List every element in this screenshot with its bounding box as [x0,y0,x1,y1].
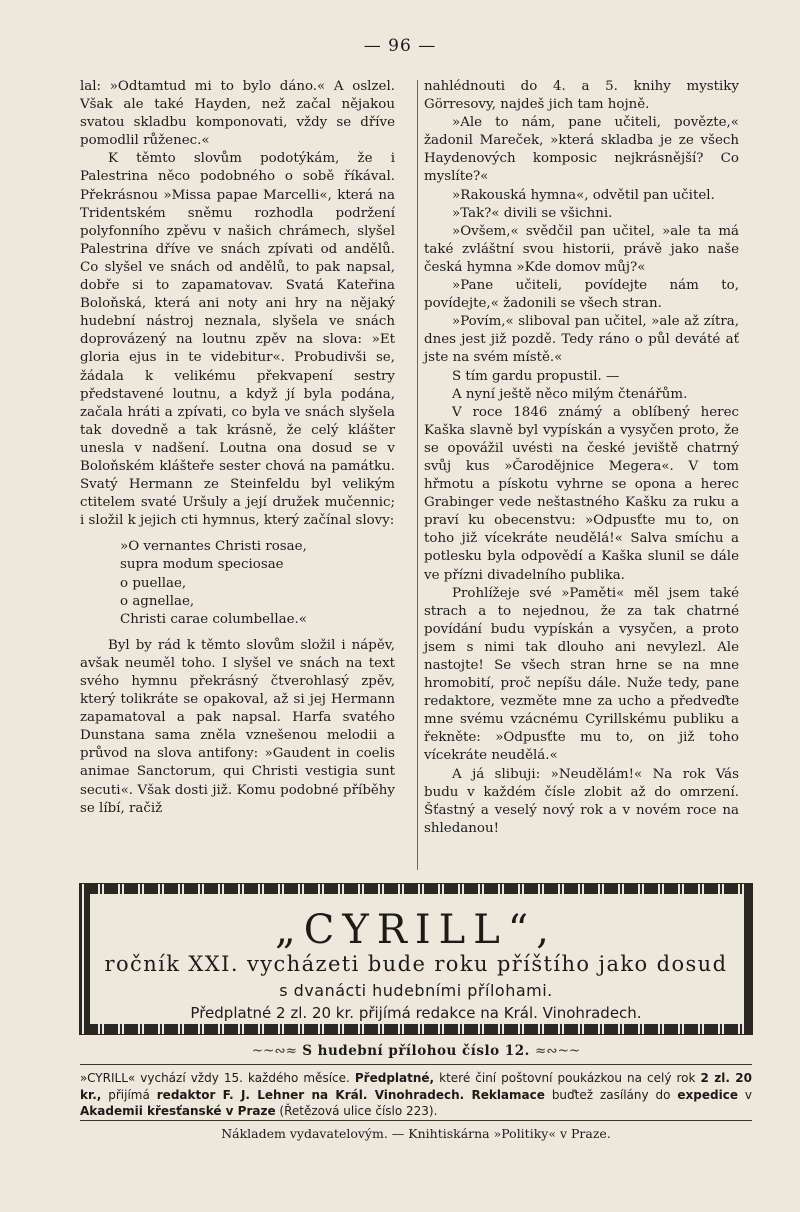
imprint: Nákladem vydavatelovým. — Knihtiskárna »Politiky« v Praze. [221,1126,611,1141]
right-paragraph-10: V roce 1846 známý a oblíbený herec Kaška slavně byl vypískán a vysyčen proto, že se opovážil uvésti na české jeviště chatrný svůj kus »Čarodějnice Megera«. V tom hřmotu a pískotu vyhrne se opona a herec Grabinger vede neštastného Kašku za ruku a praví ku obecenstvu: »Odpusťte mu to, on toho již vícekráte neudělá!« Salva smíchu a potlesku byla odpovědí a Kaška slunil se dále ve přízni divadelního publika. [424,404,739,583]
announcement-line-2: s dvanácti hudebními přílohami. [279,981,553,1000]
announcement-line-1: ročník XXI. vycházeti bude roku příštího jako dosud [104,952,728,976]
hymn-line: »O vernantes Christi rosae, [120,539,307,555]
music-supplement-note [80,1043,752,1059]
footer-text: (Řetězová ulice číslo 223). [275,1104,438,1118]
footer-text: přijímá [101,1087,157,1102]
left-paragraph-2: K těmto slovům podotýkám, že i Palestrina něco podobného o sobě říkával. Překrásnou »Missa papae Marcelli«, která na Tridentském sněmu rozhodla podržení polyfonního zpěvu v našich chrámech, slyšel Palestrina dříve ve snách zpívati od andělů. Co slyšel ve snách od andělů, to pak napsal, dobře si to zapamatovav. Svatá Kateřina Boloňská, která ani noty ani hry na nějaký hudební nástroj neznala, slyšela ve snách doprovázený na loutnu zpěv na slova: »Et gloria ejus in te videbitur«. Probudivši se, žádala k velikému překvapení sestry představené loutnu, a když jí byla podána, začala hráti a zpívati, co byla ve snách slyšela tak dovedně a tak krásně, že celý klášter unesla v nadšení. Loutna ona dosud se v Boloňském klášteře sester chová na památku. Svatý Hermann ze Steinfeldu byl velikým ctitelem svaté Uršuly a její družek mučennic; i složil k jejich cti hymnus, který začínal slovy: [80,151,395,529]
right-paragraph-9: A nyní ještě něco milým čtenářům. [452,386,688,402]
divider-rule [80,1120,752,1121]
right-paragraph-6: »Pane učiteli, povídejte nám to, povídejte,« žadonili se všech stran. [424,278,739,312]
right-paragraph-4: »Tak?« divili se všichni. [452,205,613,221]
hymn-line: o agnellae, [120,593,195,609]
hymn-verse [120,538,395,628]
subscription-announcement [80,884,752,1034]
right-paragraph-3: »Rakouská hymna«, odvětil pan učitel. [452,187,715,203]
right-paragraph-7: »Povím,« sliboval pan učitel, »ale až zítra, dnes jest již pozdě. Tedy ráno o půl deváté ať jste na svém místě.« [424,314,739,366]
right-paragraph-1: nahlédnouti do 4. a 5. knihy mystiky Görresovy, najdeš jich tam hojně. [424,79,739,113]
ornament-right-icon: ≈∾~~ [535,1043,581,1059]
supplement-text: S hudební přílohou číslo 12. [302,1043,530,1059]
right-paragraph-5: »Ovšem,« svědčil pan učitel, »ale ta má také zvláštní svou historii, právě jako naše česká hymna »Kde domov můj?« [424,223,739,275]
footer-bold: 2 zl. 20 kr., [80,1071,752,1102]
footer-text: které činí poštovní poukázkou na celý rok [434,1071,701,1085]
hymn-line: Christi carae columbellae.« [120,611,307,627]
footer-text: »CYRILL« vychází vždy 15. každého měsíce. [80,1071,355,1085]
footer-bold: redaktor F. J. Lehner na Král. Vinohradech. Reklamace [156,1087,545,1102]
right-paragraph-12: A já slibuji: »Neudělám!« Na rok Vás budu v každém čísle zlobit až do omrzení. Šťastný a veselý nový rok a v novém roce na shledanou! [424,766,739,836]
footer-text: buďtež zasílány do [544,1087,678,1102]
left-column [80,78,395,818]
right-column [424,78,739,838]
announcement-line-3: Předplatné 2 zl. 20 kr. přijímá redakce na Král. Vinohradech. [190,1004,642,1022]
footer-text: v [737,1087,753,1102]
ornament-left-icon: ~~∾≈ [251,1043,297,1059]
announcement-title: „CYRILL“, [275,907,557,953]
hymn-line: supra modum speciosae [120,557,284,573]
page-number: — 96 — [363,36,437,56]
footer-bold: Akademii křesťanské v Praze [80,1104,276,1118]
left-paragraph-3: Byl by rád k těmto slovům složil i nápěv, avšak neuměl toho. I slyšel ve snách na text svého hymnu překrásný čtverohlasý zpěv, který tolikráte se opakoval, až si jej Hermann zapamatoval a pak napsal. Harfa svatého Dunstana sama zněla vznešenou melodii a průvod na slova antifony: »Gaudent in coelis animae Sanctorum, qui Christi vestigia sunt secuti«. Však dosti již. Komu podobné příběhy se líbí, račiž [80,637,395,816]
left-paragraph-1: lal: »Odtamtud mi to bylo dáno.« A oslzel. Však ale také Hayden, než začal nějakou svatou skladbu komponovati, vždy se dříve pomodlil růženec.« [80,79,395,149]
footer-bold: expedice [677,1087,738,1102]
right-paragraph-11: Prohlížeje své »Paměti« měl jsem také strach a to nejednou, že za tak chatrné povídání budu vypískán a vysyčen, a proto jsem s nimi tak dlouho ani nevylezl. Ale nastojte! Se všech stran hrne se na mne hromobití, proč nepíšu dále. Nuže tedy, pane redaktore, vezměte mne za ucho a předveďte mne svému vzácnému Cyrillskému publiku a řekněte: »Odpusťte mu to, on již toho vícekráte neudělá.« [424,585,739,764]
right-paragraph-2: »Ale to nám, pane učiteli, povězte,« žadonil Mareček, »která skladba je ze všech Haydenových komposic nejkrásnější? Co myslíte?« [424,115,739,185]
right-paragraph-8: S tím gardu propustil. — [452,368,620,384]
divider-rule [80,1064,752,1065]
hymn-line: o puellae, [120,575,187,591]
column-divider [417,80,418,870]
publication-info [80,1070,752,1120]
footer-bold: Předplatné, [354,1071,435,1085]
